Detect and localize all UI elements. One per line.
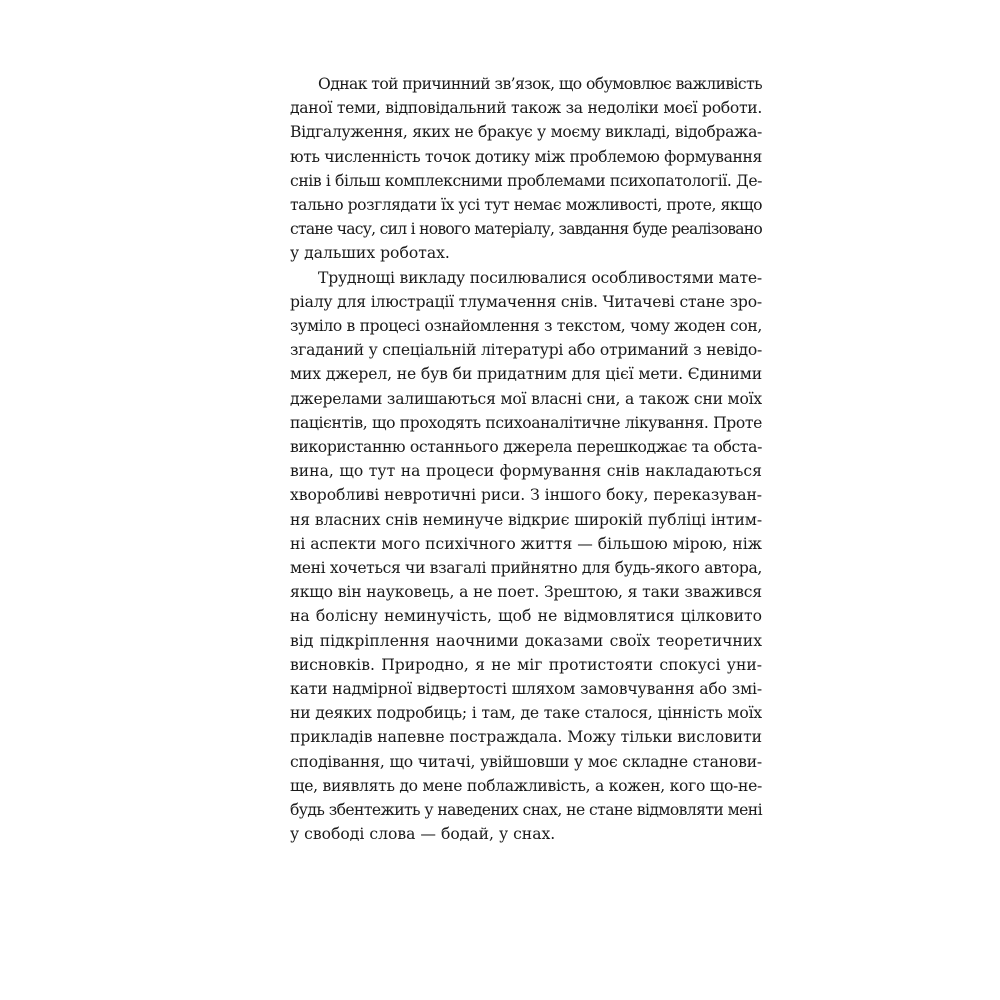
text-line: на болісну неминучість, щоб не відмовлятися цілковито — [290, 607, 762, 626]
text-line: будь збентежить у наведених снах, не стане відмовляти мені — [290, 801, 762, 820]
text-line: прикладів напевне постраждала. Можу тільки висловити — [290, 728, 762, 747]
text-line: джерелами залишаються мої власні сни, а також сни моїх — [290, 389, 762, 408]
text-line: сподівання, що читачі, увійшовши у моє складне станови- — [290, 752, 762, 771]
text-line: снів і більш комплексними проблемами психопатології. Де- — [290, 171, 762, 190]
text-line: ріалу для ілюстрації тлумачення снів. Читачеві стане зро- — [290, 292, 762, 311]
text-line: висновків. Природно, я не міг протистояти спокусі уни- — [290, 655, 762, 674]
text-line: ще, виявлять до мене поблажливість, а кожен, кого що-не- — [290, 776, 762, 795]
text-line: Відгалуження, яких не бракує у моєму викладі, відобража- — [290, 123, 762, 142]
text-line: у свободі слова — бодай, у снах. — [290, 825, 556, 844]
text-line: зуміло в процесі ознайомлення з текстом, чому жоден сон, — [290, 317, 762, 336]
text-line: пацієнтів, що проходять психоаналітичне лікування. Проте — [290, 413, 762, 432]
page-body — [290, 72, 762, 847]
text-line: мені хочеться чи взагалі прийнятно для будь-якого автора, — [290, 559, 762, 578]
text-line: якщо він науковець, а не поет. Зрештою, я таки зважився — [290, 583, 762, 602]
paragraph-1 — [290, 72, 762, 266]
text-line: ня власних снів неминуче відкриє широкій публіці інтим- — [290, 510, 762, 529]
text-line: згаданий у спеціальній літературі або отриманий з невідо- — [290, 341, 762, 360]
text-line: у дальших роботах. — [290, 244, 450, 263]
text-line: хворобливі невротичні риси. З іншого боку, переказуван- — [290, 486, 762, 505]
text-line: стане часу, сил і нового матеріалу, завдання буде реалізовано — [290, 220, 762, 239]
text-line: кати надмірної відвертості шляхом замовчування або змі- — [290, 680, 762, 699]
text-line: ні аспекти мого психічного життя — більшою мірою, ніж — [290, 534, 762, 553]
text-line: від підкріплення наочними доказами своїх теоретичних — [290, 631, 762, 650]
paragraph-2 — [290, 266, 762, 847]
text-line: даної теми, відповідальний також за недоліки моєї роботи. — [290, 99, 762, 118]
text-line: використанню останнього джерела перешкоджає та обста- — [290, 438, 762, 457]
text-line: ни деяких подробиць; і там, де таке сталося, цінність моїх — [290, 704, 762, 723]
text-line: Труднощі викладу посилювалися особливостями мате- — [318, 268, 762, 287]
text-line: мих джерел, не був би придатним для цієї мети. Єдиними — [290, 365, 762, 384]
text-line: Однак той причинний зв’язок, що обумовлює важливість — [318, 75, 762, 93]
text-line: вина, що тут на процеси формування снів накладаються — [290, 462, 762, 481]
text-line: тально розглядати їх усі тут немає можливості, проте, якщо — [290, 196, 762, 215]
text-line: ють численність точок дотику між проблемою формування — [290, 147, 762, 166]
